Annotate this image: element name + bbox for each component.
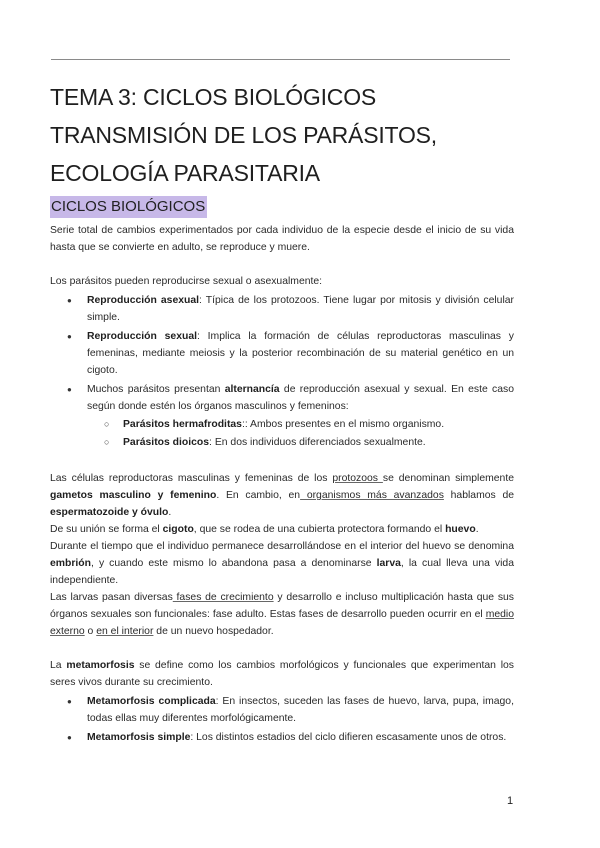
term: Metamorfosis complicada — [87, 696, 216, 707]
list-item: ● Muchos parásitos presentan alternancía de reproducción asexual y sexual. En este caso según donde estén los órganos masculinos y femeninos: ○ Parásitos hermafroditas:: Ambos presentes en el mismo organismo. ○ Parásitos dioicos: En dos individuos diferenciados sexualmente. — [50, 381, 514, 451]
document-body — [50, 222, 514, 748]
term: Parásitos hermafroditas — [123, 419, 242, 430]
page-title — [50, 78, 550, 192]
paragraph-reproduction-intro: Los parásitos pueden reproducirse sexual o asexualmente: — [50, 276, 323, 287]
list-item — [50, 693, 514, 727]
sublist — [87, 416, 514, 451]
paragraph-gametes: Las células reproductoras masculinas y femeninas de los protozoos se denominan simplemente gametos masculino y femenino. En cambio, en organismos más avanzados hablamos de espermatozoide y óvulo. — [50, 473, 514, 518]
term: Metamorfosis simple — [87, 732, 191, 743]
paragraph-larvae: Las larvas pasan diversas fases de crecimiento y desarrollo e incluso multiplicación hasta que sus órganos sexuales son funcionales: fase adulto. Estas fases de desarrollo pueden ocurrir en el medio externo o en el interior de un nuevo hospedador. — [50, 592, 514, 637]
section-heading: CICLOS BIOLÓGICOS — [50, 196, 207, 218]
paragraph-metamorphosis: La metamorfosis se define como los cambios morfológicos y funcionales que experimentan los seres vivos durante su crecimiento. — [50, 660, 514, 688]
sublist-item: ○ Parásitos hermafroditas:: Ambos presentes en el mismo organismo. — [87, 416, 514, 433]
term: Reproducción sexual — [87, 331, 197, 342]
list-item-text: : Típica de los protozoos. Tiene lugar por mitosis y división celular simple. — [87, 295, 514, 323]
term: Parásitos dioicos — [123, 437, 210, 448]
list-item-text: : Los distintos estadios del ciclo difieren escasamente unos de otros. — [190, 732, 507, 743]
paragraph-zygote: De su unión se forma el cigoto, que se rodea de una cubierta protectora formando el huevo. — [50, 524, 479, 535]
term: alternancía — [224, 384, 280, 395]
metamorphosis-list — [50, 693, 514, 746]
sublist-item: ○ Parásitos dioicos: En dos individuos diferenciados sexualmente. — [87, 434, 514, 451]
top-rule — [51, 59, 510, 60]
list-item-text: : En insectos, suceden las fases de huevo, larva, pupa, imago, todas ellas muy diferentes morfológicamente. — [87, 696, 514, 724]
title-line-2: TRANSMISIÓN DE LOS PARÁSITOS, — [50, 122, 437, 148]
paragraph-embryo: Durante el tiempo que el individuo permanece desarrollándose en el interior del huevo se denomina embrión, y cuando este mismo lo abandona pasa a denominarse larva, la cual lleva una vida independiente. — [50, 541, 514, 586]
list-item-text: : Implica la formación de células reproductoras masculinas y femeninas, mediante meiosis y la posterior recombinación de su material genético en un cigoto. — [87, 331, 514, 376]
reproduction-list — [50, 292, 514, 451]
title-line-1: TEMA 3: CICLOS BIOLÓGICOS — [50, 84, 377, 110]
term: Reproducción asexual — [87, 295, 200, 306]
list-item — [50, 292, 514, 326]
list-item — [50, 729, 514, 746]
page-number: 1 — [507, 795, 514, 807]
list-item — [50, 328, 514, 379]
paragraph-definition: Serie total de cambios experimentados por cada individuo de la especie desde el inicio de su vida hasta que se convierte en adulto, se reproduce y muere. — [50, 225, 514, 253]
title-line-3: ECOLOGÍA PARASITARIA — [50, 160, 320, 186]
